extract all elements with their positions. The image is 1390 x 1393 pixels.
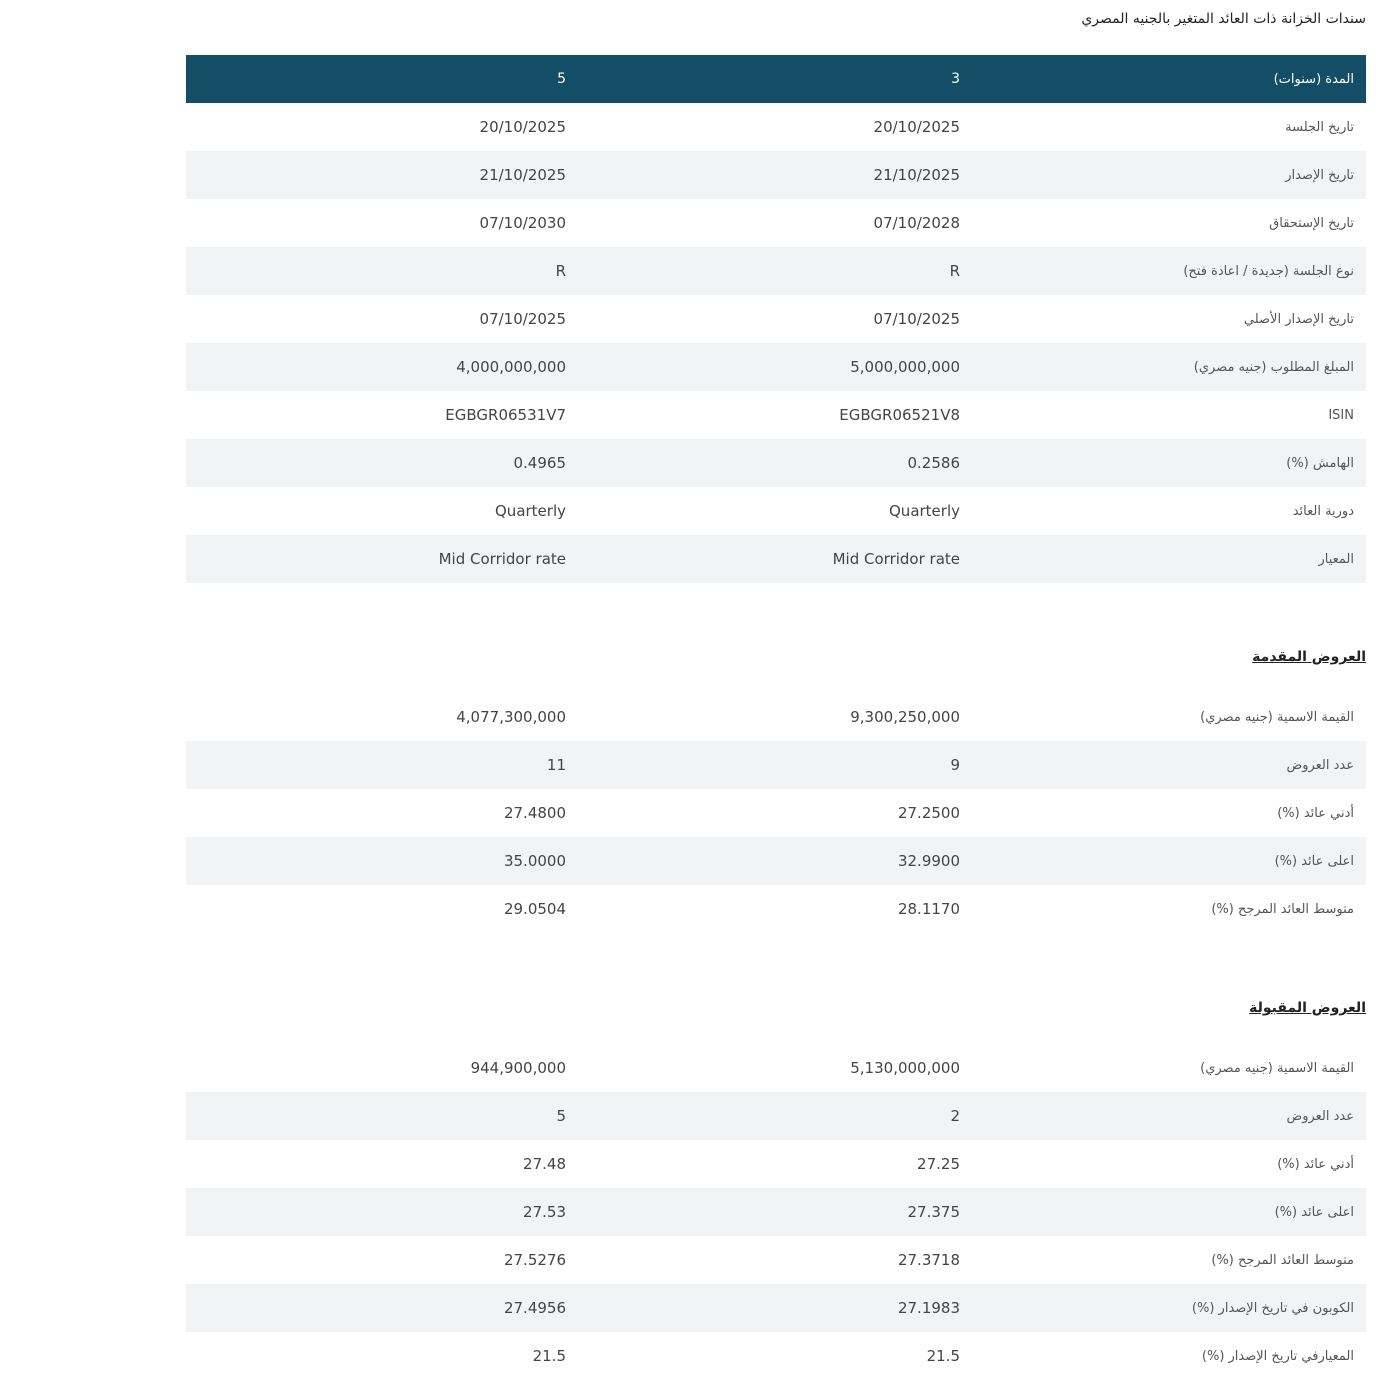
offered-bids-body [186,693,1366,933]
accepted-bids-body [186,1044,1366,1380]
row-value-tenor-5: 21.5 [532,1347,566,1365]
row-value-tenor-3: 27.375 [907,1203,960,1221]
row-label: الكوبون في تاريخ الإصدار (%) [1191,1300,1354,1316]
row-value-tenor-3: 21/10/2025 [873,166,960,184]
table-row [186,487,1366,535]
row-value-tenor-3: Quarterly [889,502,960,520]
row-value-tenor-3: 27.2500 [897,804,960,822]
bond-details-body [186,103,1366,583]
row-label: الهامش (%) [1286,455,1354,471]
table-row [186,741,1366,789]
row-label: المعيار [1318,551,1354,567]
row-value-tenor-3: 21.5 [926,1347,960,1365]
table-row [186,1332,1366,1380]
row-label: تاريخ الإستحقاق [1269,215,1354,231]
row-value-tenor-5: R [555,262,566,280]
row-value-tenor-5: 27.4800 [503,804,566,822]
row-value-tenor-5: 27.53 [523,1203,566,1221]
table-row [186,151,1366,199]
row-value-tenor-5: 27.5276 [503,1251,566,1269]
header-tenor-label: المدة (سنوات) [1273,71,1354,87]
row-label: المبلغ المطلوب (جنيه مصري) [1193,359,1354,375]
row-value-tenor-5: Quarterly [495,502,566,520]
row-label: تاريخ الإصدار [1285,167,1354,183]
row-value-tenor-5: 944,900,000 [470,1059,566,1077]
table-row [186,693,1366,741]
table-row [186,391,1366,439]
table-row [186,1044,1366,1092]
row-value-tenor-3: 9,300,250,000 [850,708,960,726]
row-value-tenor-3: Mid Corridor rate [832,550,960,568]
header-tenor-5: 5 [557,71,566,87]
table-row [186,199,1366,247]
row-value-tenor-5: Mid Corridor rate [438,550,566,568]
row-value-tenor-5: 0.4965 [513,454,566,472]
row-label: أدني عائد (%) [1277,805,1354,821]
table-row [186,1236,1366,1284]
row-label: القيمة الاسمية (جنيه مصري) [1200,709,1354,725]
row-value-tenor-5: 4,077,300,000 [456,708,566,726]
row-label: القيمة الاسمية (جنيه مصري) [1200,1060,1354,1076]
row-value-tenor-3: 32.9900 [897,852,960,870]
table-row [186,247,1366,295]
row-label: المعيارفي تاريخ الإصدار (%) [1201,1348,1354,1364]
row-value-tenor-5: 07/10/2025 [479,310,566,328]
row-label: تاريخ الإصدار الأصلي [1243,311,1354,327]
row-value-tenor-3: 5,000,000,000 [850,358,960,376]
row-value-tenor-5: 07/10/2030 [479,214,566,232]
accepted-bids-title: العروض المقبولة [1249,1000,1366,1016]
row-value-tenor-5: 4,000,000,000 [456,358,566,376]
row-value-tenor-5: 5 [556,1107,566,1125]
row-value-tenor-3: 27.3718 [897,1251,960,1269]
table-row [186,1092,1366,1140]
row-value-tenor-5: 35.0000 [503,852,566,870]
row-value-tenor-3: 07/10/2025 [873,310,960,328]
table-row [186,535,1366,583]
row-label: تاريخ الجلسة [1285,119,1354,135]
row-label: نوع الجلسة (جديدة / اعادة فتح) [1183,263,1354,279]
row-value-tenor-3: 07/10/2028 [873,214,960,232]
row-value-tenor-5: 27.4956 [503,1299,566,1317]
row-label: ISIN [1328,407,1354,423]
table-row [186,295,1366,343]
page-title: سندات الخزانة ذات العائد المتغير بالجنيه المصري [1081,11,1366,27]
row-value-tenor-3: R [949,262,960,280]
offered-bids-table [186,693,1366,933]
offered-bids-title: العروض المقدمة [1252,649,1366,665]
row-value-tenor-5: 21/10/2025 [479,166,566,184]
row-label: متوسط العائد المرجح (%) [1211,1252,1354,1268]
row-value-tenor-3: 5,130,000,000 [850,1059,960,1077]
row-value-tenor-3: 28.1170 [897,900,960,918]
row-value-tenor-3: 9 [950,756,960,774]
row-value-tenor-3: 20/10/2025 [873,118,960,136]
row-value-tenor-3: 2 [950,1107,960,1125]
table-row [186,837,1366,885]
row-label: أدني عائد (%) [1277,1156,1354,1172]
row-value-tenor-5: 11 [546,756,566,774]
accepted-bids-table [186,1044,1366,1380]
table-row [186,1284,1366,1332]
row-label: متوسط العائد المرجح (%) [1211,901,1354,917]
row-value-tenor-3: 27.25 [917,1155,960,1173]
table-row [186,1140,1366,1188]
row-value-tenor-3: EGBGR06521V8 [839,406,960,424]
row-value-tenor-5: 29.0504 [503,900,566,918]
row-value-tenor-5: 20/10/2025 [479,118,566,136]
row-value-tenor-5: 27.48 [523,1155,566,1173]
row-value-tenor-3: 0.2586 [907,454,960,472]
header-tenor-3: 3 [951,71,960,87]
table-row [186,103,1366,151]
row-label: اعلى عائد (%) [1274,853,1354,869]
table-header-row [186,55,1366,103]
table-row [186,1188,1366,1236]
table-row [186,343,1366,391]
row-value-tenor-5: EGBGR06531V7 [445,406,566,424]
row-label: اعلى عائد (%) [1274,1204,1354,1220]
bond-details-table [186,55,1366,583]
row-value-tenor-3: 27.1983 [897,1299,960,1317]
table-row [186,789,1366,837]
table-row [186,885,1366,933]
table-row [186,439,1366,487]
row-label: دورية العائد [1292,503,1354,519]
row-label: عدد العروض [1286,757,1354,773]
row-label: عدد العروض [1286,1108,1354,1124]
